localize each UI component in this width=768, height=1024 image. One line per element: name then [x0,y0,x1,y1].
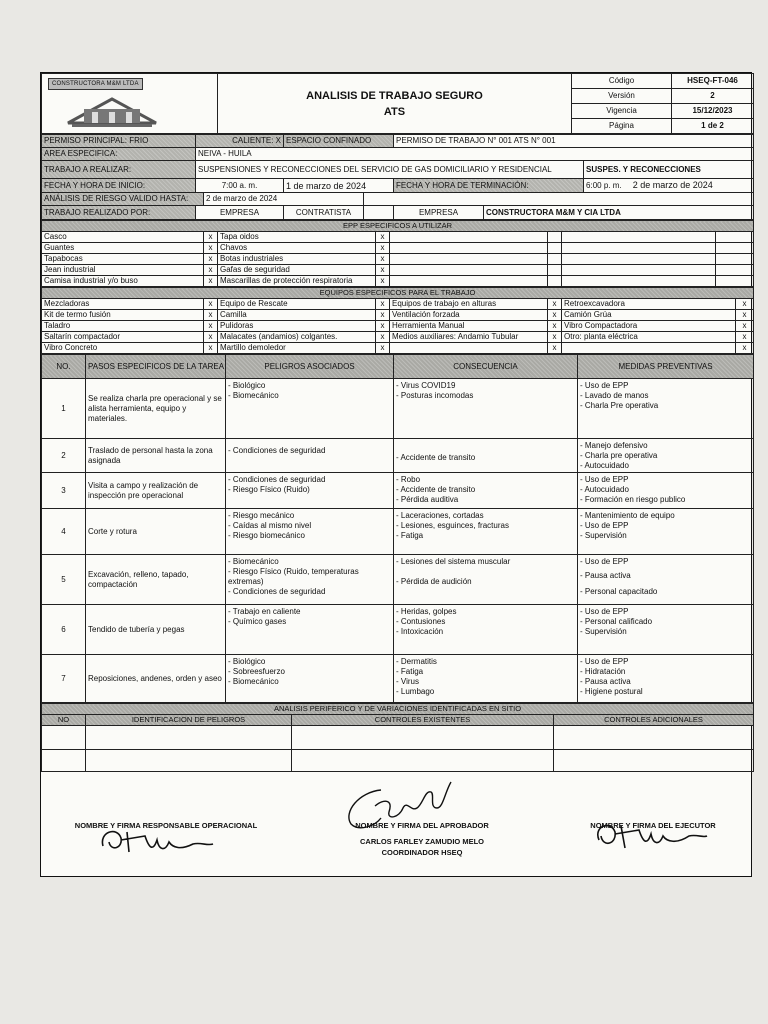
form-title [218,74,572,134]
equipo-item: Ventilación forzada [390,310,548,321]
contratista-label: CONTRATISTA [284,206,364,220]
consecuencia-line: - Accidente de transito [396,453,476,462]
termino-value [584,179,754,193]
meta-value: 15/12/2023 [672,104,754,119]
peligro-line: - Químico gases [228,617,287,626]
medida-line: - Uso de EPP [580,657,629,666]
consecuencia-line: - Fatiga [396,531,424,540]
epp-check [548,232,562,243]
periferico-row [42,726,754,750]
step-medidas [578,555,754,605]
equipo-check: x [736,343,754,354]
medida-line: - Higiene postural [580,687,643,696]
empresa-label: EMPRESA [196,206,284,220]
step-peligros [226,473,394,509]
signature-ejecutor-label: NOMBRE Y FIRMA DEL EJECUTOR [590,821,716,830]
consecuencia-line: - Contusiones [396,617,446,626]
epp-check [716,265,754,276]
epp-table [41,220,754,287]
step-peligros [226,605,394,655]
consecuencia-line: - Virus [396,677,419,686]
epp-item: Mascarillas de protección respiratoria [218,276,376,287]
medida-line: - Formación en riesgo publico [580,495,686,504]
medida-line: - Uso de EPP [580,475,629,484]
step-row [42,655,754,703]
equipo-item: Saltarín compactador [42,332,204,343]
trabajo-value: SUSPENSIONES Y RECONECCIONES DEL SERVICIO DE GAS DOMICILIARIO Y RESIDENCIAL [196,161,584,179]
equipo-item: Pulidoras [218,321,376,332]
equipo-check: x [736,321,754,332]
step-row [42,473,754,509]
step-peligros [226,509,394,555]
equipo-check: x [736,299,754,310]
epp-check: x [376,232,390,243]
step-peligros [226,555,394,605]
peligro-line: - Biomecánico [228,677,279,686]
step-description: Excavación, relleno, tapado, compactación [86,555,226,605]
equipo-item: Equipos de trabajo en alturas [390,299,548,310]
medida-line: - Manejo defensivo [580,441,648,450]
epp-check: x [204,276,218,287]
equipo-item: Equipo de Rescate [218,299,376,310]
equipo-check: x [548,321,562,332]
valido-label: ANÁLISIS DE RIESGO VALIDO HASTA: [42,193,204,206]
step-consecuencia [394,605,578,655]
equipo-check: x [204,343,218,354]
medida-line: - Supervisión [580,627,627,636]
form-title-line1: ANALISIS DE TRABAJO SEGURO [306,89,483,102]
consecuencia-line: - Lesiones, esguinces, fracturas [396,521,509,530]
step-row [42,605,754,655]
consecuencia-line: - Pérdida de audición [396,577,472,586]
realizado-label: TRABAJO REALIZADO POR: [42,206,196,220]
epp-check [716,243,754,254]
epp-check: x [376,254,390,265]
epp-check: x [204,243,218,254]
consecuencia-line: - Intoxicación [396,627,444,636]
equipos-table [41,287,754,354]
equipo-check: x [548,299,562,310]
consecuencia-line: - Accidente de transito [396,485,476,494]
equipos-band: EQUIPOS ESPECIFICOS PARA EL TRABAJO [42,288,754,299]
medida-line: - Uso de EPP [580,607,629,616]
consecuencia-line: - Robo [396,475,421,484]
epp-item [390,232,548,243]
ats-form [40,72,752,877]
equipo-check: x [548,310,562,321]
meta-value: 2 [672,89,754,104]
consecuencia-line: - Lumbago [396,687,435,696]
equipo-item: Retroexcavadora [562,299,736,310]
equipo-check: x [376,321,390,332]
consecuencia-line: - Posturas incomodas [396,391,474,400]
meta-value: HSEQ-FT-046 [672,74,754,89]
equipo-item: Vibro Compactadora [562,321,736,332]
medida-line: - Pausa activa [580,677,631,686]
signature-responsable [41,772,291,876]
inicio-fecha: 1 de marzo de 2024 [284,179,394,193]
step-consecuencia [394,509,578,555]
step-medidas [578,379,754,439]
epp-check [716,276,754,287]
periferico-header-adicionales: CONTROLES ADICIONALES [554,715,754,726]
equipo-item: Mezcladoras [42,299,204,310]
step-description: Se realiza charla pre operacional y se alista herramienta, equipo y materiales. [86,379,226,439]
equipo-item: Taladro [42,321,204,332]
periferico-cell [42,726,86,750]
step-medidas [578,473,754,509]
medida-line: - Supervisión [580,531,627,540]
peligro-line: - Caídas al mismo nivel [228,521,312,530]
step-number: 6 [42,605,86,655]
meta-value: 1 de 2 [672,119,754,134]
epp-item: Jean industrial [42,265,204,276]
epp-item: Gafas de seguridad [218,265,376,276]
valido-blank [364,193,754,206]
consecuencia-line: - Fatiga [396,667,424,676]
epp-check: x [376,265,390,276]
periferico-cell [292,750,554,772]
peligro-line: - Biomecánico [228,557,279,566]
periferico-table [41,703,754,772]
step-number: 5 [42,555,86,605]
peligro-line: - Riesgo biomecánico [228,531,305,540]
medida-line: - Hidratación [580,667,626,676]
permit-caliente-mark: X [275,136,282,145]
permit-caliente-label: CALIENTE: [232,136,274,145]
step-description: Corte y rotura [86,509,226,555]
step-peligros [226,655,394,703]
epp-check: x [204,254,218,265]
periferico-cell [554,750,754,772]
epp-item: Camisa industrial y/o buso [42,276,204,287]
step-number: 1 [42,379,86,439]
equipo-item [562,343,736,354]
step-consecuencia [394,439,578,473]
medida-line: - Charla pre operativa [580,451,658,460]
termino-label: FECHA Y HORA DE TERMINACIÓN: [394,179,584,193]
epp-item: Guantes [42,243,204,254]
equipo-item: Camilla [218,310,376,321]
contratista-blank [364,206,394,220]
consecuencia-line: - Lesiones del sistema muscular [396,557,511,566]
equipo-check: x [376,332,390,343]
epp-check [548,243,562,254]
steps-header-peligros: PELIGROS ASOCIADOS [226,355,394,379]
epp-item [390,254,548,265]
epp-item [390,243,548,254]
step-consecuencia [394,555,578,605]
peligro-line: - Trabajo en caliente [228,607,301,616]
inicio-hora: 7:00 a. m. [196,179,284,193]
epp-check: x [376,243,390,254]
trabajo-label: TRABAJO A REALIZAR: [42,161,196,179]
epp-item [390,276,548,287]
steps-header-medidas: MEDIDAS PREVENTIVAS [578,355,754,379]
periferico-header-no: NO [42,715,86,726]
epp-item: Botas industriales [218,254,376,265]
peligro-line: - Condiciones de seguridad [228,446,326,455]
epp-check: x [204,265,218,276]
epp-item [562,265,716,276]
permit-number: PERMISO DE TRABAJO N° 001 ATS N° 001 [394,135,754,148]
signature-aprobador [291,772,553,876]
periferico-band: ANALISIS PERIFERICO Y DE VARIACIONES IDENTIFICADAS EN SITIO [42,704,754,715]
epp-item: Tapa oidos [218,232,376,243]
medida-line: - Autocuidado [580,461,629,470]
periferico-cell [292,726,554,750]
peligro-line: - Biológico [228,657,266,666]
step-medidas [578,509,754,555]
signature-aprobador-scribble [341,778,461,834]
periferico-row [42,750,754,772]
permit-confinado-label: ESPACIO CONFINADO [284,135,394,148]
aprobador-role: COORDINADOR HSEQ [381,848,463,857]
steps-header-consecuencia: CONSECUENCIA [394,355,578,379]
epp-item [562,254,716,265]
epp-check [716,232,754,243]
trabajo-short: SUSPES. Y RECONECCIONES [584,161,754,179]
company-name-band: CONSTRUCTORA M&M LTDA [48,78,143,90]
consecuencia-line: - Virus COVID19 [396,381,456,390]
equipo-check: x [204,332,218,343]
equipo-item: Herramienta Manual [390,321,548,332]
peligro-line: extremas) [228,577,264,586]
area-label: AREA ESPECIFICA: [42,148,196,161]
peligro-line: - Sobreesfuerzo [228,667,285,676]
meta-label: Código [572,74,672,89]
signature-ejecutor [553,772,753,876]
consecuencia-line: - Pérdida auditiva [396,495,459,504]
equipo-check: x [204,310,218,321]
company-logo [62,93,162,129]
equipo-check: x [376,310,390,321]
peligro-line: - Riesgo mecánico [228,511,295,520]
equipo-check: x [204,299,218,310]
aprobador-name: CARLOS FARLEY ZAMUDIO MELO [359,837,485,846]
epp-item [562,276,716,287]
meta-label: Página [572,119,672,134]
peligro-line: - Riesgo Físico (Ruido, temperaturas [228,567,359,576]
medida-line: - Lavado de manos [580,391,649,400]
signature-ejecutor-scribble [589,818,709,854]
epp-check [548,265,562,276]
medida-line: - Uso de EPP [580,521,629,530]
epp-item [390,265,548,276]
periferico-cell [86,726,292,750]
step-description: Traslado de personal hasta la zona asignada [86,439,226,473]
periferico-cell [42,750,86,772]
signatures-table [41,772,753,876]
epp-item: Chavos [218,243,376,254]
equipo-item: Medios auxiliares: Andamio Tubular [390,332,548,343]
equipo-item [390,343,548,354]
periferico-cell [86,750,292,772]
general-info [41,134,754,220]
company-logo-cell [42,74,218,134]
empresa-value: CONSTRUCTORA M&M Y CIA LTDA [484,206,754,220]
step-number: 3 [42,473,86,509]
equipo-item: Vibro Concreto [42,343,204,354]
step-row [42,439,754,473]
step-number: 7 [42,655,86,703]
equipo-check: x [548,343,562,354]
step-medidas [578,655,754,703]
step-medidas [578,605,754,655]
medida-line: - Personal calificado [580,617,653,626]
epp-check [716,254,754,265]
epp-check: x [204,232,218,243]
area-value: NEIVA - HUILA [196,148,754,161]
step-peligros [226,439,394,473]
signature-aprobador-label: NOMBRE Y FIRMA DEL APROBADOR [355,821,489,830]
equipo-check: x [736,332,754,343]
step-description: Reposiciones, andenes, orden y aseo [86,655,226,703]
step-consecuencia [394,379,578,439]
peligro-line: - Biomecánico [228,391,279,400]
periferico-header-identificacion: IDENTIFICACION DE PELIGROS [86,715,292,726]
equipo-check: x [736,310,754,321]
medida-line: - Autocuidado [580,485,629,494]
signature-aprobador-info [291,836,553,858]
medida-line: - Uso de EPP [580,381,629,390]
inicio-label: FECHA Y HORA DE INICIO: [42,179,196,193]
peligro-line: - Condiciones de seguridad [228,587,326,596]
form-header [41,73,754,134]
steps-header-pasos: PASOS ESPECIFICOS DE LA TAREA [86,355,226,379]
periferico-cell [554,726,754,750]
epp-item [562,232,716,243]
termino-fecha: 2 de marzo de 2024 [632,180,713,190]
step-medidas [578,439,754,473]
valido-value: 2 de marzo de 2024 [204,193,364,206]
epp-item: Tapabocas [42,254,204,265]
equipo-item: Kit de termo fusión [42,310,204,321]
step-row [42,379,754,439]
medida-line: - Personal capacitado [580,587,658,596]
step-description: Visita a campo y realización de inspección pre operacional [86,473,226,509]
periferico-header-existentes: CONTROLES EXISTENTES [292,715,554,726]
step-number: 2 [42,439,86,473]
epp-check [548,276,562,287]
peligro-line: - Riesgo Físico (Ruido) [228,485,310,494]
medida-line: - Uso de EPP [580,557,629,566]
step-number: 4 [42,509,86,555]
equipo-item: Camión Grúa [562,310,736,321]
equipo-check: x [548,332,562,343]
signature-responsable-scribble [97,822,217,858]
peligro-line: - Biológico [228,381,266,390]
permit-principal-label: PERMISO PRINCIPAL: FRIO [42,135,196,148]
medida-line: - Mantenimiento de equipo [580,511,675,520]
equipo-check: x [376,343,390,354]
equipo-item: Malacates (andamios) colgantes. [218,332,376,343]
consecuencia-line: - Dermatitis [396,657,437,666]
step-consecuencia [394,473,578,509]
step-row [42,555,754,605]
epp-band: EPP ESPECIFICOS A UTILIZAR [42,221,754,232]
consecuencia-line: - Laceraciones, cortadas [396,511,484,520]
termino-hora: 6:00 p. m. [586,181,622,190]
empresa2-label: EMPRESA [394,206,484,220]
equipo-item: Martillo demoledor [218,343,376,354]
step-row [42,509,754,555]
equipo-check: x [204,321,218,332]
step-peligros [226,379,394,439]
equipo-item: Otro: planta eléctrica [562,332,736,343]
epp-check: x [376,276,390,287]
epp-item: Casco [42,232,204,243]
signature-responsable-label: NOMBRE Y FIRMA RESPONSABLE OPERACIONAL [74,821,258,830]
form-title-line2: ATS [383,105,406,118]
permit-caliente [196,135,284,148]
steps-table [41,354,754,703]
meta-label: Vigencia [572,104,672,119]
epp-check [548,254,562,265]
equipo-check: x [376,299,390,310]
meta-label: Versión [572,89,672,104]
peligro-line: - Condiciones de seguridad [228,475,326,484]
step-description: Tendido de tubería y pegas [86,605,226,655]
medida-line: - Pausa activa [580,571,631,580]
consecuencia-line: - Heridas, golpes [396,607,457,616]
steps-header-no: NO. [42,355,86,379]
epp-item [562,243,716,254]
medida-line: - Charla Pre operativa [580,401,659,410]
step-consecuencia [394,655,578,703]
